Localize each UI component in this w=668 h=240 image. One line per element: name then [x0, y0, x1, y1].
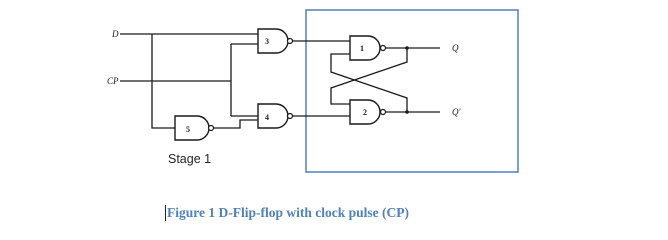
- qprime-output-pin: [405, 110, 409, 114]
- svg-text:2: 2: [363, 108, 367, 117]
- figure-caption: Figure 1 D-Flip-flop with clock pulse (CP): [167, 205, 409, 220]
- svg-text:3: 3: [265, 37, 269, 46]
- q-output-label: Q: [452, 43, 459, 53]
- d-input-label: D: [112, 29, 119, 39]
- nand-gate-3: [258, 29, 293, 53]
- stage-label: Stage 1: [168, 152, 212, 166]
- svg-text:1: 1: [360, 44, 364, 53]
- svg-text:4: 4: [265, 113, 269, 122]
- nand-gate-2: [350, 100, 386, 124]
- nand-gate-4: [258, 104, 293, 128]
- svg-text:5: 5: [186, 125, 190, 134]
- nand-gate-1: [350, 36, 386, 60]
- qprime-output-label: Q': [452, 107, 461, 117]
- latch-frame: [306, 10, 518, 172]
- cp-input-label: CP: [107, 76, 119, 86]
- gate5-output-wire: [214, 120, 259, 128]
- q-output-pin: [405, 46, 409, 50]
- nand-gate-5: [175, 116, 214, 140]
- cp-input-wire: [120, 44, 258, 116]
